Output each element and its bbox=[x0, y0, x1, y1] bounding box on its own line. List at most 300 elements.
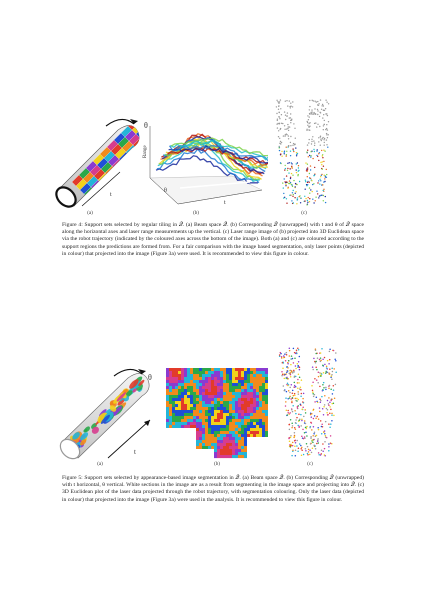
segment-cell bbox=[238, 449, 241, 452]
segment-cell bbox=[190, 419, 193, 422]
point bbox=[296, 417, 298, 419]
point bbox=[289, 348, 291, 350]
point bbox=[289, 100, 290, 101]
segment-cell bbox=[241, 380, 244, 383]
segment-cell bbox=[175, 377, 178, 380]
point bbox=[288, 135, 289, 136]
point bbox=[326, 174, 327, 175]
point bbox=[294, 128, 295, 129]
point bbox=[288, 126, 289, 127]
point bbox=[297, 451, 299, 453]
point bbox=[324, 433, 326, 435]
segment-cell bbox=[175, 413, 178, 416]
segment-cell bbox=[175, 389, 178, 392]
segment-cell bbox=[259, 413, 262, 416]
segment-cell bbox=[232, 449, 235, 452]
point bbox=[284, 135, 285, 136]
figure-5a-theta-label: θ bbox=[148, 373, 152, 382]
segment-cell bbox=[223, 380, 226, 383]
point bbox=[316, 397, 318, 399]
segment-cell bbox=[232, 389, 235, 392]
segment-cell bbox=[214, 386, 217, 389]
point bbox=[296, 445, 298, 447]
segment-cell bbox=[223, 371, 226, 374]
point bbox=[313, 433, 315, 435]
point bbox=[309, 187, 310, 188]
segment-cell bbox=[175, 425, 178, 428]
segment-cell bbox=[223, 431, 226, 434]
segment-cell bbox=[226, 452, 229, 455]
segment-cell bbox=[175, 419, 178, 422]
point bbox=[296, 155, 297, 156]
point bbox=[287, 363, 289, 365]
point bbox=[318, 103, 319, 104]
segment-cell bbox=[235, 389, 238, 392]
segment-cell bbox=[187, 407, 190, 410]
segment-cell bbox=[247, 377, 250, 380]
segment-cell bbox=[253, 440, 256, 443]
point bbox=[289, 392, 291, 394]
segment-cell bbox=[241, 368, 244, 371]
point bbox=[299, 376, 301, 378]
segment-cell bbox=[241, 422, 244, 425]
segment-cell bbox=[166, 449, 169, 452]
segment-cell bbox=[241, 416, 244, 419]
point bbox=[320, 357, 322, 359]
point bbox=[322, 389, 324, 391]
segment-cell bbox=[265, 410, 268, 413]
point bbox=[322, 384, 324, 386]
segment-cell bbox=[247, 422, 250, 425]
segment-cell bbox=[226, 395, 229, 398]
segment-cell bbox=[232, 368, 235, 371]
point bbox=[322, 117, 323, 118]
segment-cell bbox=[226, 440, 229, 443]
point bbox=[286, 100, 287, 101]
point bbox=[290, 136, 291, 137]
point bbox=[293, 348, 295, 350]
segment-cell bbox=[211, 434, 214, 437]
segment-cell bbox=[196, 371, 199, 374]
point bbox=[310, 155, 311, 156]
segment-cell bbox=[208, 443, 211, 446]
segment-cell bbox=[244, 377, 247, 380]
segment-cell bbox=[241, 437, 244, 440]
point bbox=[301, 418, 303, 420]
figure-4a-label: (a) bbox=[87, 211, 93, 216]
segment-cell bbox=[166, 410, 169, 413]
segment-cell bbox=[214, 431, 217, 434]
segment-cell bbox=[196, 374, 199, 377]
point bbox=[323, 190, 324, 191]
point bbox=[318, 442, 320, 444]
figure-4a-theta-label: θ bbox=[144, 121, 148, 130]
point bbox=[324, 395, 326, 397]
point bbox=[300, 414, 302, 416]
point bbox=[309, 155, 310, 156]
segment-cell bbox=[244, 440, 247, 443]
segment-cell bbox=[238, 440, 241, 443]
point bbox=[300, 198, 301, 199]
segment-cell bbox=[211, 374, 214, 377]
point bbox=[326, 139, 327, 140]
point bbox=[316, 435, 318, 437]
segment-cell bbox=[172, 395, 175, 398]
segment-cell bbox=[178, 446, 181, 449]
segment-cell bbox=[190, 377, 193, 380]
segment-cell bbox=[184, 386, 187, 389]
point bbox=[318, 137, 319, 138]
segment-cell bbox=[169, 434, 172, 437]
point bbox=[291, 402, 293, 404]
segment-cell bbox=[241, 419, 244, 422]
segment-cell bbox=[247, 440, 250, 443]
segment-cell bbox=[208, 416, 211, 419]
segment-cell bbox=[181, 407, 184, 410]
point bbox=[325, 196, 326, 197]
segment-cell bbox=[229, 410, 232, 413]
point bbox=[284, 169, 285, 170]
segment-cell bbox=[217, 455, 220, 458]
segment-cell bbox=[214, 428, 217, 431]
segment-cell bbox=[196, 383, 199, 386]
segment-cell bbox=[208, 380, 211, 383]
segment-cell bbox=[166, 401, 169, 404]
segment-cell bbox=[205, 386, 208, 389]
point bbox=[276, 113, 277, 114]
point bbox=[317, 382, 319, 384]
segment-cell bbox=[235, 431, 238, 434]
point bbox=[323, 189, 324, 190]
point bbox=[291, 427, 293, 429]
segment-cell bbox=[181, 428, 184, 431]
point bbox=[326, 366, 328, 368]
segment-cell bbox=[253, 407, 256, 410]
point bbox=[286, 198, 287, 199]
segment-cell bbox=[229, 386, 232, 389]
figure-5b-segment-map bbox=[166, 368, 268, 458]
segment-cell bbox=[229, 428, 232, 431]
point bbox=[289, 387, 291, 389]
point bbox=[299, 181, 300, 182]
point bbox=[309, 130, 310, 131]
point bbox=[322, 408, 324, 410]
segment-cell bbox=[256, 374, 259, 377]
segment-cell bbox=[181, 392, 184, 395]
segment-cell bbox=[235, 455, 238, 458]
segment-cell bbox=[196, 452, 199, 455]
segment-cell bbox=[256, 380, 259, 383]
segment-cell bbox=[184, 410, 187, 413]
segment-cell bbox=[223, 419, 226, 422]
segment-cell bbox=[232, 425, 235, 428]
point bbox=[307, 115, 308, 116]
segment-cell bbox=[193, 440, 196, 443]
point bbox=[313, 140, 314, 141]
segment-cell bbox=[202, 413, 205, 416]
segment-cell bbox=[166, 440, 169, 443]
segment-cell bbox=[169, 389, 172, 392]
point bbox=[317, 124, 318, 125]
segment-cell bbox=[232, 374, 235, 377]
point bbox=[327, 409, 329, 411]
point bbox=[314, 415, 316, 417]
point bbox=[292, 390, 294, 392]
segment-cell bbox=[178, 368, 181, 371]
segment-cell bbox=[208, 404, 211, 407]
segment-cell bbox=[259, 446, 262, 449]
point bbox=[297, 406, 299, 408]
segment-cell bbox=[211, 410, 214, 413]
segment-cell bbox=[238, 383, 241, 386]
segment-cell bbox=[214, 443, 217, 446]
segment-cell bbox=[253, 377, 256, 380]
segment-cell bbox=[169, 368, 172, 371]
segment-cell bbox=[220, 425, 223, 428]
segment-cell bbox=[256, 389, 259, 392]
segment-cell bbox=[250, 446, 253, 449]
point bbox=[293, 180, 294, 181]
segment-cell bbox=[190, 449, 193, 452]
segment-cell bbox=[214, 446, 217, 449]
point bbox=[286, 155, 287, 156]
segment-cell bbox=[223, 407, 226, 410]
point bbox=[321, 424, 323, 426]
segment-cell bbox=[256, 392, 259, 395]
segment-cell bbox=[169, 455, 172, 458]
point bbox=[333, 368, 335, 370]
figure-5c-label: (c) bbox=[307, 462, 313, 467]
segment-cell bbox=[199, 404, 202, 407]
point bbox=[322, 365, 324, 367]
segment-cell bbox=[181, 377, 184, 380]
segment-cell bbox=[244, 374, 247, 377]
segment-cell bbox=[184, 374, 187, 377]
segment-cell bbox=[265, 389, 268, 392]
segment-cell bbox=[262, 377, 265, 380]
point bbox=[291, 119, 292, 120]
point bbox=[321, 396, 323, 398]
figure-5a-label: (a) bbox=[97, 462, 103, 467]
point bbox=[309, 201, 310, 202]
point bbox=[293, 194, 294, 195]
segment-cell bbox=[196, 446, 199, 449]
point bbox=[290, 107, 291, 108]
point bbox=[298, 393, 300, 395]
segment-cell bbox=[217, 371, 220, 374]
point bbox=[279, 150, 280, 151]
segment-cell bbox=[265, 416, 268, 419]
point bbox=[319, 398, 321, 400]
point bbox=[330, 435, 332, 437]
segment-cell bbox=[199, 437, 202, 440]
segment-cell bbox=[250, 422, 253, 425]
point bbox=[319, 411, 321, 413]
segment-cell bbox=[211, 419, 214, 422]
segment-cell bbox=[232, 413, 235, 416]
segment-cell bbox=[247, 449, 250, 452]
segment-cell bbox=[190, 446, 193, 449]
segment-cell bbox=[220, 440, 223, 443]
segment-cell bbox=[202, 392, 205, 395]
point bbox=[300, 425, 302, 427]
segment-cell bbox=[187, 422, 190, 425]
point bbox=[323, 414, 325, 416]
segment-cell bbox=[253, 428, 256, 431]
point bbox=[278, 103, 279, 104]
segment-cell bbox=[253, 374, 256, 377]
segment-cell bbox=[220, 392, 223, 395]
segment-cell bbox=[256, 425, 259, 428]
segment-cell bbox=[190, 455, 193, 458]
segment-cell bbox=[214, 452, 217, 455]
segment-cell bbox=[220, 446, 223, 449]
segment-cell bbox=[250, 398, 253, 401]
segment-cell bbox=[199, 431, 202, 434]
segment-cell bbox=[265, 374, 268, 377]
segment-cell bbox=[247, 368, 250, 371]
segment-cell bbox=[193, 413, 196, 416]
point bbox=[322, 161, 323, 162]
point bbox=[334, 358, 336, 360]
segment-cell bbox=[187, 419, 190, 422]
segment-cell bbox=[262, 437, 265, 440]
point bbox=[287, 128, 288, 129]
segment-cell bbox=[181, 452, 184, 455]
segment-cell bbox=[262, 371, 265, 374]
point bbox=[322, 138, 323, 139]
segment-cell bbox=[223, 374, 226, 377]
segment-cell bbox=[193, 449, 196, 452]
segment-cell bbox=[175, 437, 178, 440]
point bbox=[290, 155, 291, 156]
segment-cell bbox=[214, 398, 217, 401]
segment-cell bbox=[229, 419, 232, 422]
segment-cell bbox=[259, 416, 262, 419]
segment-cell bbox=[181, 416, 184, 419]
segment-cell bbox=[169, 449, 172, 452]
segment-cell bbox=[220, 404, 223, 407]
segment-cell bbox=[256, 413, 259, 416]
segment-cell bbox=[220, 389, 223, 392]
segment-cell bbox=[262, 443, 265, 446]
segment-cell bbox=[211, 431, 214, 434]
point bbox=[293, 151, 294, 152]
figure-4c-3d-point-cloud bbox=[268, 92, 338, 212]
segment-cell bbox=[202, 416, 205, 419]
segment-cell bbox=[238, 434, 241, 437]
segment-cell bbox=[244, 437, 247, 440]
point bbox=[321, 140, 322, 141]
point bbox=[283, 135, 284, 136]
segment-cell bbox=[232, 398, 235, 401]
segment-cell bbox=[199, 386, 202, 389]
segment-cell bbox=[232, 440, 235, 443]
segment-cell bbox=[193, 428, 196, 431]
segment-cell bbox=[172, 371, 175, 374]
point bbox=[323, 125, 324, 126]
segment-cell bbox=[226, 368, 229, 371]
segment-cell bbox=[169, 398, 172, 401]
point bbox=[297, 382, 299, 384]
point bbox=[309, 113, 310, 114]
point bbox=[309, 449, 311, 451]
point bbox=[289, 355, 291, 357]
point bbox=[287, 414, 289, 416]
point bbox=[331, 414, 333, 416]
point bbox=[321, 373, 323, 375]
segment-cell bbox=[205, 443, 208, 446]
point bbox=[286, 377, 288, 379]
segment-cell bbox=[187, 425, 190, 428]
segment-cell bbox=[184, 437, 187, 440]
segment-cell bbox=[169, 410, 172, 413]
segment-cell bbox=[169, 401, 172, 404]
point bbox=[316, 443, 318, 445]
point bbox=[286, 175, 287, 176]
segment-cell bbox=[238, 371, 241, 374]
point bbox=[314, 394, 316, 396]
segment-cell bbox=[202, 425, 205, 428]
segment-cell bbox=[211, 383, 214, 386]
segment-cell bbox=[193, 425, 196, 428]
point bbox=[321, 109, 322, 110]
segment-cell bbox=[223, 386, 226, 389]
point bbox=[287, 370, 289, 372]
segment-cell bbox=[196, 404, 199, 407]
segment-cell bbox=[220, 377, 223, 380]
segment-cell bbox=[229, 437, 232, 440]
segment-cell bbox=[235, 380, 238, 383]
segment-cell bbox=[235, 428, 238, 431]
point bbox=[306, 151, 307, 152]
point bbox=[281, 114, 282, 115]
segment-cell bbox=[259, 407, 262, 410]
segment-cell bbox=[262, 455, 265, 458]
point bbox=[278, 109, 279, 110]
point bbox=[279, 143, 280, 144]
point bbox=[277, 101, 278, 102]
point bbox=[312, 191, 313, 192]
segment-cell bbox=[235, 446, 238, 449]
segment-cell bbox=[205, 446, 208, 449]
segment-cell bbox=[199, 422, 202, 425]
segment-cell bbox=[265, 443, 268, 446]
segment-cell bbox=[190, 383, 193, 386]
segment-cell bbox=[205, 377, 208, 380]
point bbox=[333, 385, 335, 387]
point bbox=[322, 157, 323, 158]
point bbox=[318, 160, 319, 161]
segment-cell bbox=[202, 404, 205, 407]
segment-cell bbox=[190, 371, 193, 374]
point bbox=[286, 147, 287, 148]
segment-cell bbox=[226, 443, 229, 446]
point bbox=[307, 176, 308, 177]
segment-cell bbox=[205, 371, 208, 374]
segment-cell bbox=[241, 434, 244, 437]
segment-cell bbox=[196, 380, 199, 383]
segment-cell bbox=[169, 374, 172, 377]
segment-cell bbox=[256, 386, 259, 389]
segment-cell bbox=[199, 377, 202, 380]
segment-cell bbox=[238, 368, 241, 371]
point bbox=[324, 124, 325, 125]
point bbox=[295, 442, 297, 444]
point bbox=[320, 352, 322, 354]
segment-cell bbox=[220, 401, 223, 404]
segment-cell bbox=[196, 413, 199, 416]
